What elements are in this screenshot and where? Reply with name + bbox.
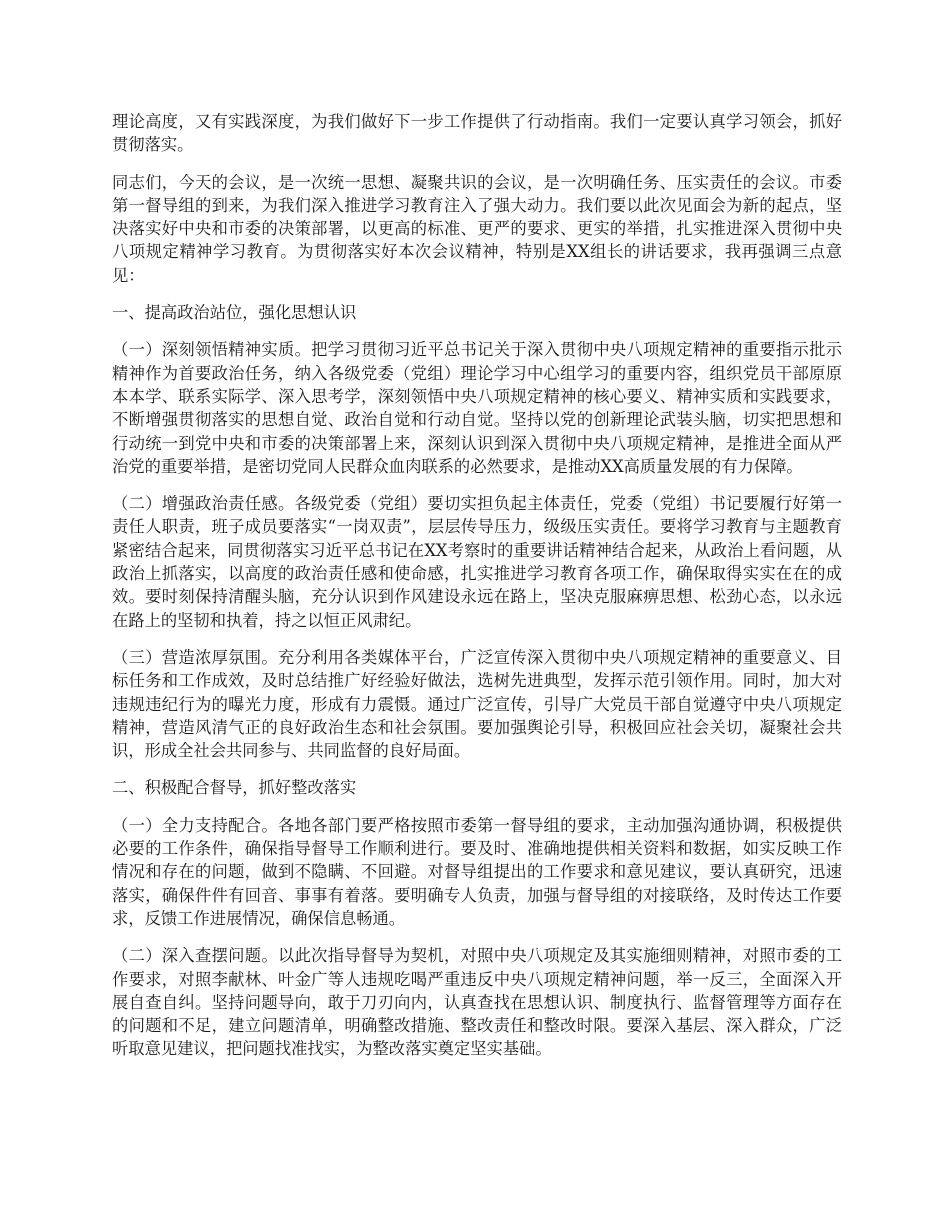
paragraph-meeting-summary: 同志们，今天的会议，是一次统一思想、凝聚共识的会议，是一次明确任务、压实责任的会议。市委第一督导组的到来，为我们深入推进学习教育注入了强大动力。我们要以此次见面会为新的起点，坚决落实好中央和市委的决策部署，以更高的标准、更严的要求、更实的举措，扎实推进深入贯彻中央八项规定精神学习教育。为贯彻落实好本次会议精神，特别是XX组长的讲话要求，我再强调三点意见： — [112, 172, 842, 285]
paragraph-1-2: （二）增强政治责任感。各级党委（党组）要切实担负起主体责任，党委（党组）书记要履行好第一责任人职责，班子成员要落实“一岗双责”，层层传导压力，级级压实责任。要将学习教育与主题教育紧密结合起来，同贯彻落实习近平总书记在XX考察时的重要讲话精神结合起来，从政治上看问题，从政治上抓落实，以高度的政治责任感和使命感，扎实推进学习教育各项工作，确保取得实实在在的成效。要时刻保持清醒头脑，充分认识到作风建设永远在路上，坚决克服麻痹思想、松劲心态，以永远在路上的坚韧和执着，持之以恒正风肃纪。 — [112, 494, 842, 630]
paragraph-intro-continuation: 理论高度，又有实践深度，为我们做好下一步工作提供了行动指南。我们一定要认真学习领会，抓好贯彻落实。 — [112, 112, 842, 155]
document-body — [112, 110, 842, 1075]
section-heading-1: 一、提高政治站位，强化思想认识 — [112, 303, 357, 323]
section-heading-2: 二、积极配合督导，抓好整改落实 — [112, 778, 357, 798]
paragraph-1-3: （三）营造浓厚氛围。充分利用各类媒体平台，广泛宣传深入贯彻中央八项规定精神的重要意义、目标任务和工作成效，及时总结推广好经验好做法，选树先进典型，发挥示范引领作用。同时，加大对违规违纪行为的曝光力度，形成有力震慑。通过广泛宣传，引导广大党员干部自觉遵守中央八项规定精神，营造风清气正的良好政治生态和社会氛围。要加强舆论引导，积极回应社会关切，凝聚社会共识，形成全社会共同参与、共同监督的良好局面。 — [112, 647, 842, 761]
paragraph-2-1: （一）全力支持配合。各地各部门要严格按照市委第一督导组的要求，主动加强沟通协调，积极提供必要的工作条件，确保指导督导工作顺利进行。要及时、准确地提供相关资料和数据，如实反映工作情况和存在的问题，做到不隐瞒、不回避。对督导组提出的工作要求和意见建议，要认真研究，迅速落实，确保件件有回音、事事有着落。要明确专人负责，加强与督导组的对接联络，及时传达工作要求，反馈工作进展情况，确保信息畅通。 — [112, 815, 842, 928]
paragraph-1-1: （一）深刻领悟精神实质。把学习贯彻习近平总书记关于深入贯彻中央八项规定精神的重要指示批示精神作为首要政治任务，纳入各级党委（党组）理论学习中心组学习的重要内容，组织党员干部原原本本学、联系实际学、深入思考学，深刻领悟中央八项规定精神的核心要义、精神实质和实践要求，不断增强贯彻落实的思想自觉、政治自觉和行动自觉。坚持以党的创新理论武装头脑，切实把思想和行动统一到党中央和市委的决策部署上来，深刻认识到深入贯彻中央八项规定精神，是推进全面从严治党的重要举措，是密切党同人民群众血肉联系的必然要求，是推动XX高质量发展的有力保障。 — [112, 340, 842, 476]
paragraph-2-2: （二）深入查摆问题。以此次指导督导为契机，对照中央八项规定及其实施细则精神，对照市委的工作要求，对照李献林、叶金广等人违规吃喝严重违反中央八项规定精神问题，举一反三，全面深入开展自查自纠。坚持问题导向，敢于刀刃向内，认真查找在思想认识、制度执行、监督管理等方面存在的问题和不足，建立问题清单，明确整改措施、整改责任和整改时限。要深入基层、深入群众，广泛听取意见建议，把问题找准找实，为整改落实奠定坚实基础。 — [112, 946, 842, 1059]
